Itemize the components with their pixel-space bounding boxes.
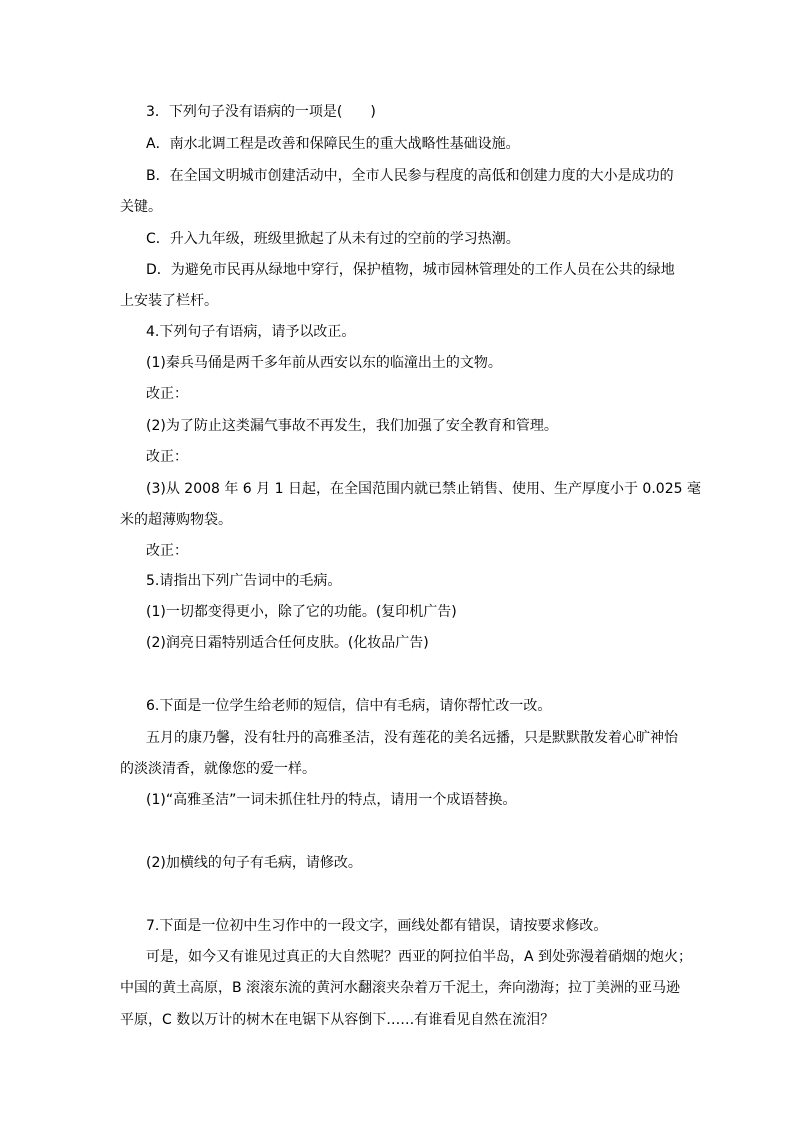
q7-passage-line1: 可是，如今又有谁见过真正的大自然呢？西亚的阿拉伯半岛，A 到处弥漫着硝烟的炮火； [146,949,693,965]
q3-option-b-line1: B．在全国文明城市创建活动中，全市人民参与程度的高低和创建力度的大小是成功的 [146,168,674,184]
q3-option-c: C．升入九年级，班级里掀起了从未有过的空前的学习热潮。 [146,231,520,247]
q3-option-b-line2: 关键。 [120,199,162,215]
q4-fix-label-2: 改正： [146,449,188,465]
q4-sentence-1: (1)秦兵马俑是两千多年前从西安以东的临潼出土的文物。 [146,355,502,371]
q4-fix-label-1: 改正： [146,386,188,402]
q4-sentence-3-line2: 米的超薄购物袋。 [120,512,232,528]
q4-sentence-2: (2)为了防止这类漏气事故不再发生，我们加强了安全教育和管理。 [146,418,558,434]
q6-stem: 6.下面是一位学生给老师的短信，信中有毛病，请你帮忙改一改。 [146,698,552,714]
q5-ad-1: (1)一切都变得更小，除了它的功能。(复印机广告) [146,604,457,620]
q4-stem: 4.下列句子有语病，请予以改正。 [146,324,356,340]
q7-passage-line2: 中国的黄土高原，B 滚滚东流的黄河水翻滚夹杂着万千泥土，奔向渤海；拉丁美洲的亚马逊 [120,980,681,996]
q4-sentence-3-line1: (3)从 2008 年 6 月 1 日起，在全国范围内就已禁止销售、使用、生产厚度小于 0.025 毫 [146,481,701,497]
q3-stem: 3．下列句子没有语病的一项是( ) [146,104,376,120]
q3-option-d-line1: D．为避免市民再从绿地中穿行，保护植物，城市园林管理处的工作人员在公共的绿地 [146,262,675,278]
q5-ad-2: (2)润亮日霜特别适合任何皮肤。(化妆品广告) [146,635,429,651]
q4-fix-label-3: 改正： [146,543,188,559]
q7-stem: 7.下面是一位初中生习作中的一段文字，画线处都有错误，请按要求修改。 [146,918,608,934]
q6-sub-question-2: (2)加横线的句子有毛病，请修改。 [146,855,362,871]
q6-message-line1: 五月的康乃馨，没有牡丹的高雅圣洁，没有莲花的美名远播，只是默默散发着心旷神怡 [146,730,678,746]
q6-message-line2: 的淡淡清香，就像您的爱一样。 [120,761,316,777]
q6-sub-question-1: (1)“高雅圣洁”一词未抓住牡丹的特点，请用一个成语替换。 [146,792,517,808]
q5-stem: 5.请指出下列广告词中的毛病。 [146,573,342,589]
q7-passage-line3: 平原，C 数以万计的树木在电锯下从容倒下……有谁看见自然在流泪？ [120,1012,555,1028]
q3-option-d-line2: 上安装了栏杆。 [120,293,218,309]
q3-option-a: A．南水北调工程是改善和保障民生的重大战略性基础设施。 [146,136,520,152]
